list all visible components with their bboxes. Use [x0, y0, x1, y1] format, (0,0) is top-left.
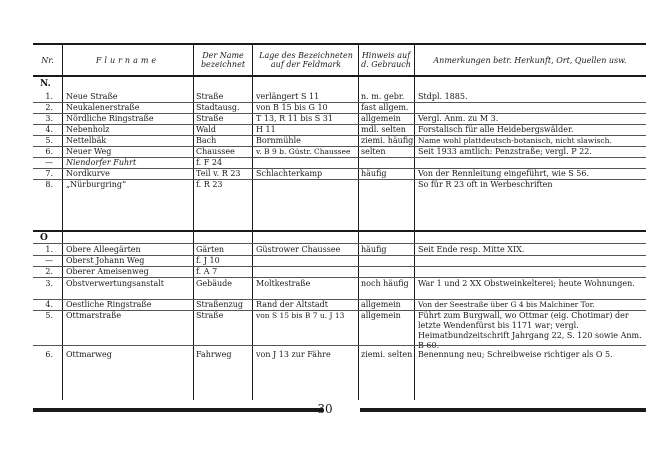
- row-bez: f. A 7: [196, 267, 218, 276]
- row-bez: Straße: [196, 92, 224, 101]
- row-divider: [33, 345, 646, 346]
- row-name: Nettelbäk: [66, 136, 107, 145]
- row-anm: Name wohl plattdeutsch-botanisch, nicht slawisch.: [418, 136, 612, 145]
- row-name: Nebenholz: [66, 125, 110, 134]
- row-bez: Gebäude: [196, 279, 233, 288]
- row-anm: So für R 23 oft in Werbeschriften: [418, 180, 553, 189]
- col-line-3: [252, 43, 253, 400]
- header-flurname: Flurname: [95, 56, 160, 65]
- row-hinweis: noch häufig: [361, 279, 409, 288]
- row-bez: f. R 23: [196, 180, 223, 189]
- row-nr: 5.: [45, 136, 53, 145]
- row-name: Oberer Ameisenweg: [66, 267, 149, 276]
- row-nr: 3.: [45, 279, 53, 288]
- row-bez: Bach: [196, 136, 217, 145]
- row-nr: 5.: [45, 311, 53, 320]
- row-bez: Straße: [196, 114, 224, 123]
- row-hinweis: häufig: [361, 169, 387, 178]
- row-hinweis: allgemein: [361, 311, 401, 320]
- row-nr: 1.: [45, 245, 53, 254]
- row-lage: verlängert S 11: [256, 92, 320, 101]
- row-name: Neue Straße: [66, 92, 118, 101]
- row-nr: 6.: [45, 147, 53, 156]
- row-lage: von S 15 bis B 7 u. J 13: [256, 311, 345, 320]
- row-bez: Gärten: [196, 245, 225, 254]
- row-nr: 6.: [45, 350, 53, 359]
- row-hinweis: n. m. gebr.: [361, 92, 405, 101]
- row-anm: Stdpl. 1885.: [418, 92, 468, 101]
- footer-rule-right: [360, 408, 646, 412]
- row-anm: Benennung neu; Schreibweise richtiger als O 5.: [418, 350, 613, 359]
- row-nr: 4.: [45, 125, 53, 134]
- row-name: „Nürburgring“: [66, 180, 127, 189]
- row-name: Nordkurve: [66, 169, 110, 178]
- row-bez: Stadtausg.: [196, 103, 240, 112]
- header-bottom-rule: [33, 75, 646, 77]
- row-anm: Führt zum Burgwall, wo Ottmar (eig. Chotimar) der letzte Wendenfürst bis 1171 war; vergl. Heimatbundzeitschrift Jahrgang 22, S. 120 sowie Anm.: [418, 311, 642, 340]
- section-divider: [33, 230, 646, 232]
- row-name: Obere Alleegärten: [66, 245, 141, 254]
- row-bez: f. F 24: [196, 158, 223, 167]
- row-lage: Bornmühle: [256, 136, 301, 145]
- col-line-1: [62, 43, 63, 400]
- row-name: Neuer Weg: [66, 147, 112, 156]
- header-der-name: Der Name bezeichnet: [200, 51, 246, 69]
- row-name: Obstverwertungsanstalt: [66, 279, 165, 288]
- row-anm: Von der Seestraße über G 4 bis Malchiner Tor.: [418, 300, 595, 309]
- row-nr: 2.: [45, 267, 53, 276]
- row-name: Ottmarweg: [66, 350, 112, 359]
- row-name: Oestliche Ringstraße: [66, 300, 152, 309]
- col-line-2: [193, 43, 194, 400]
- row-hinweis: ziemi. häufig: [361, 136, 413, 145]
- row-lage: Schlachterkamp: [256, 169, 323, 178]
- row-hinweis: allgemein: [361, 114, 401, 123]
- row-lage: T 13, R 11 bis S 31: [256, 114, 333, 123]
- row-name: Niendorfer Fuhrt: [66, 158, 137, 167]
- section-label-o: O: [40, 233, 48, 243]
- header-hinweis: Hinweis auf d. Gebrauch: [361, 51, 411, 69]
- row-anm: Forstalisch für alle Heidebergswälder.: [418, 125, 574, 134]
- row-nr: —: [45, 158, 53, 167]
- row-nr: 4.: [45, 300, 53, 309]
- row-hinweis: selten: [361, 147, 386, 156]
- row-bez: Fahrweg: [196, 350, 232, 359]
- row-hinweis: mdl. selten: [361, 125, 406, 134]
- col-line-4: [358, 43, 359, 400]
- row-bez: Wald: [196, 125, 216, 134]
- row-anm: Vergl. Anm. zu M 3.: [418, 114, 499, 123]
- row-lage: Güstrower Chaussee: [256, 245, 341, 254]
- section-label-n: N.: [40, 79, 51, 89]
- row-nr: —: [45, 256, 53, 265]
- row-name: Oberst Johann Weg: [66, 256, 145, 265]
- row-name: Nördliche Ringstraße: [66, 114, 154, 123]
- row-nr: 8.: [45, 180, 53, 189]
- header-lage: Lage des Bezeichneten auf der Feldmark: [259, 51, 353, 69]
- row-nr: 1.: [45, 92, 53, 101]
- row-bez: f. J 10: [196, 256, 220, 265]
- header-nr: Nr.: [41, 56, 54, 65]
- row-hinweis: allgemein: [361, 300, 401, 309]
- row-anm: Von der Rennleitung eingeführt, wie S 56.: [418, 169, 589, 178]
- top-rule: [33, 43, 646, 45]
- row-lage: von B 15 bis G 10: [256, 103, 328, 112]
- row-bez: Straße: [196, 311, 224, 320]
- col-line-5: [414, 43, 415, 400]
- page-number: 30: [317, 402, 333, 416]
- row-hinweis: ziemi. selten: [361, 350, 413, 359]
- row-bez: Chaussee: [196, 147, 235, 156]
- row-hinweis: fast allgem.: [361, 103, 409, 112]
- row-lage: Moltkestraße: [256, 279, 311, 288]
- row-name: Neukalenerstraße: [66, 103, 140, 112]
- row-nr: 2.: [45, 103, 53, 112]
- row-divider: [33, 277, 646, 278]
- row-lage: von J 13 zur Fähre: [256, 350, 331, 359]
- row-name: Ottmarstraße: [66, 311, 122, 320]
- row-lage: Rand der Altstadt: [256, 300, 328, 309]
- row-nr: 7.: [45, 169, 53, 178]
- header-anmerkungen: Anmerkungen betr. Herkunft, Ort, Quellen usw.: [433, 56, 627, 65]
- row-nr: 3.: [45, 114, 53, 123]
- row-lage: H 11: [256, 125, 276, 134]
- row-hinweis: häufig: [361, 245, 387, 254]
- row-anm: Seit Ende resp. Mitte XIX.: [418, 245, 525, 254]
- row-anm: War 1 und 2 XX Obstweinkelterei; heute Wohnungen.: [418, 279, 635, 288]
- row-divider: [33, 243, 646, 244]
- row-lage: v. B 9 b. Güstr. Chaussee: [256, 147, 351, 156]
- row-anm: Seit 1933 amtlich: Penzstraße; vergl. P 22.: [418, 147, 592, 156]
- row-bez: Straßenzug: [196, 300, 244, 309]
- row-bez: Teil v. R 23: [196, 169, 241, 178]
